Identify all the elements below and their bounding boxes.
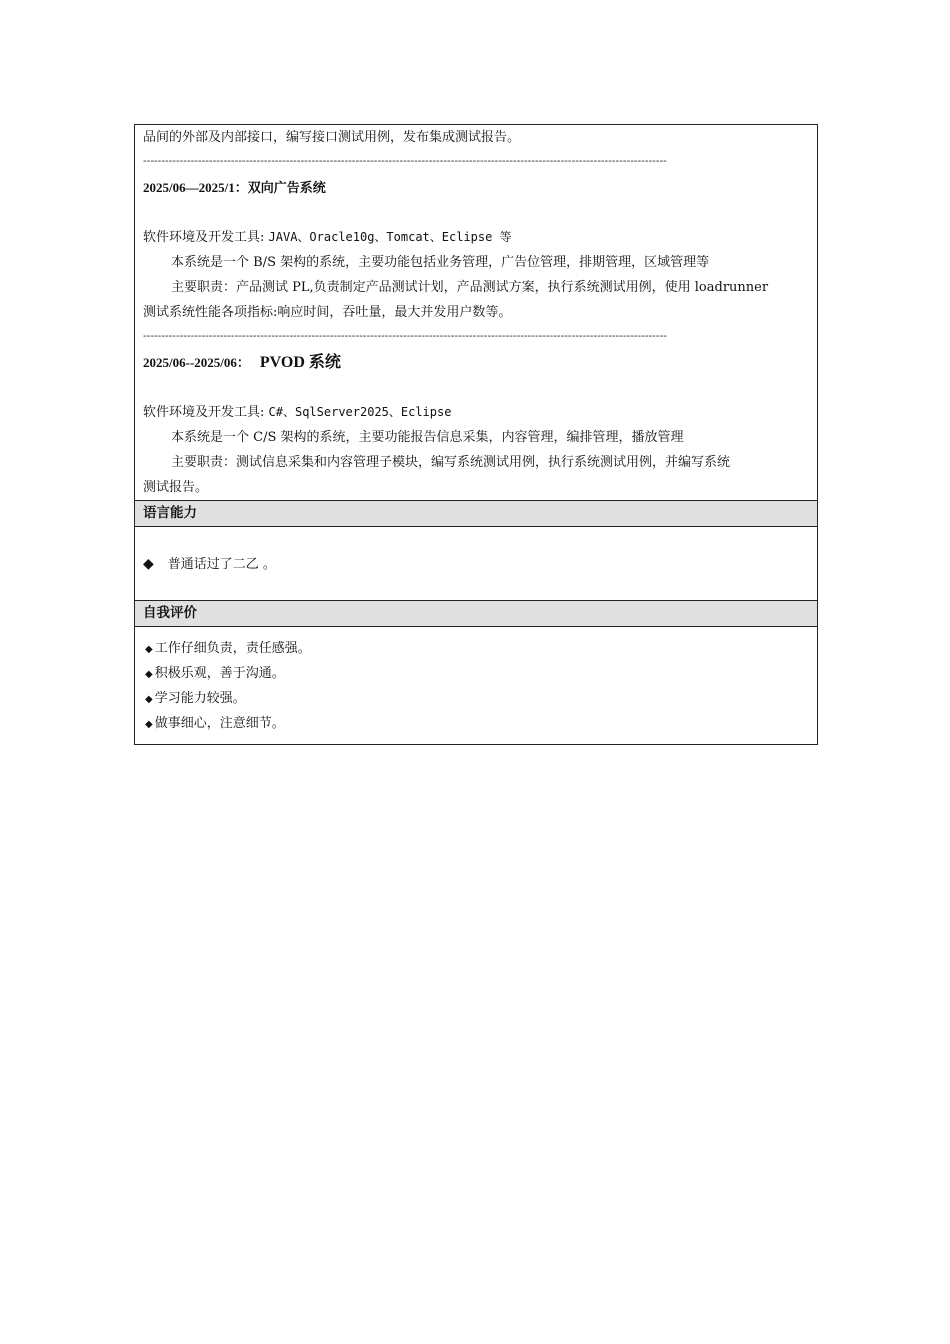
project-name: 双向广告系统 xyxy=(247,180,326,195)
project-env xyxy=(143,400,809,425)
env-label: 软件环境及开发工具: xyxy=(143,405,269,420)
language-item xyxy=(143,552,809,577)
self-eval-text: 做事细心，注意细节。 xyxy=(154,716,285,731)
project-duty: 主要职责：产品测试 PL,负责制定产品测试计划，产品测试方案，执行系统测试用例，使用 loadrunner xyxy=(171,280,769,295)
diamond-bullet-icon: ◆ xyxy=(145,669,153,680)
project-period: 2025/06--2025/06： xyxy=(143,355,250,370)
self-eval-section-title: 自我评价 xyxy=(135,600,817,627)
project-desc: 本系统是一个 C/S 架构的系统，主要功能报告信息采集，内容管理，编排管理，播放管理 xyxy=(171,430,684,445)
self-eval-item xyxy=(143,636,809,661)
spacer xyxy=(143,200,809,225)
project-period: 2025/06—2025/1： xyxy=(143,180,248,195)
project-title xyxy=(143,350,809,375)
self-eval-text: 工作仔细负责，责任感强。 xyxy=(154,641,311,656)
self-eval-item xyxy=(143,711,809,736)
env-value: JAVA、Oracle10g、Tomcat、Eclipse 等 xyxy=(268,230,512,244)
project-desc: 本系统是一个 B/S 架构的系统，主要功能包括业务管理，广告位管理，排期管理，区域管理等 xyxy=(171,255,710,270)
env-value: C#、SqlServer2025、Eclipse xyxy=(268,405,452,419)
diamond-bullet-icon: ◆ xyxy=(145,644,153,655)
project-duty-cont: 测试报告。 xyxy=(143,480,209,495)
project-section xyxy=(135,125,817,500)
project-title xyxy=(143,175,809,200)
diamond-bullet-icon: ◆ xyxy=(145,719,153,730)
language-item-text: 普通话过了二乙 。 xyxy=(167,557,276,572)
project-env xyxy=(143,225,809,250)
self-eval-item xyxy=(143,661,809,686)
language-section-title: 语言能力 xyxy=(135,500,817,527)
project-duty-cont: 测试系统性能各项指标:响应时间，吞吐量，最大并发用户数等。 xyxy=(143,305,512,320)
divider: ----------------------------------------------------------------------------------------------------------------------------------------------- xyxy=(143,155,667,167)
diamond-bullet-icon: ◆ xyxy=(145,694,153,705)
self-eval-item xyxy=(143,686,809,711)
diamond-bullet-icon: ◆ xyxy=(143,556,154,572)
spacer xyxy=(143,375,809,400)
project-duty: 主要职责：测试信息采集和内容管理子模块，编写系统测试用例，执行系统测试用例，并编写系统 xyxy=(171,455,731,470)
intro-line: 品间的外部及内部接口，编写接口测试用例，发布集成测试报告。 xyxy=(143,130,521,145)
divider: ----------------------------------------------------------------------------------------------------------------------------------------------- xyxy=(143,330,667,342)
self-eval-text: 学习能力较强。 xyxy=(154,691,246,706)
env-label: 软件环境及开发工具: xyxy=(143,230,269,245)
self-eval-section xyxy=(135,627,817,744)
resume-table xyxy=(134,124,818,745)
self-eval-text: 积极乐观，善于沟通。 xyxy=(154,666,285,681)
project-name: PVOD 系统 xyxy=(259,354,341,371)
language-section xyxy=(135,527,817,600)
